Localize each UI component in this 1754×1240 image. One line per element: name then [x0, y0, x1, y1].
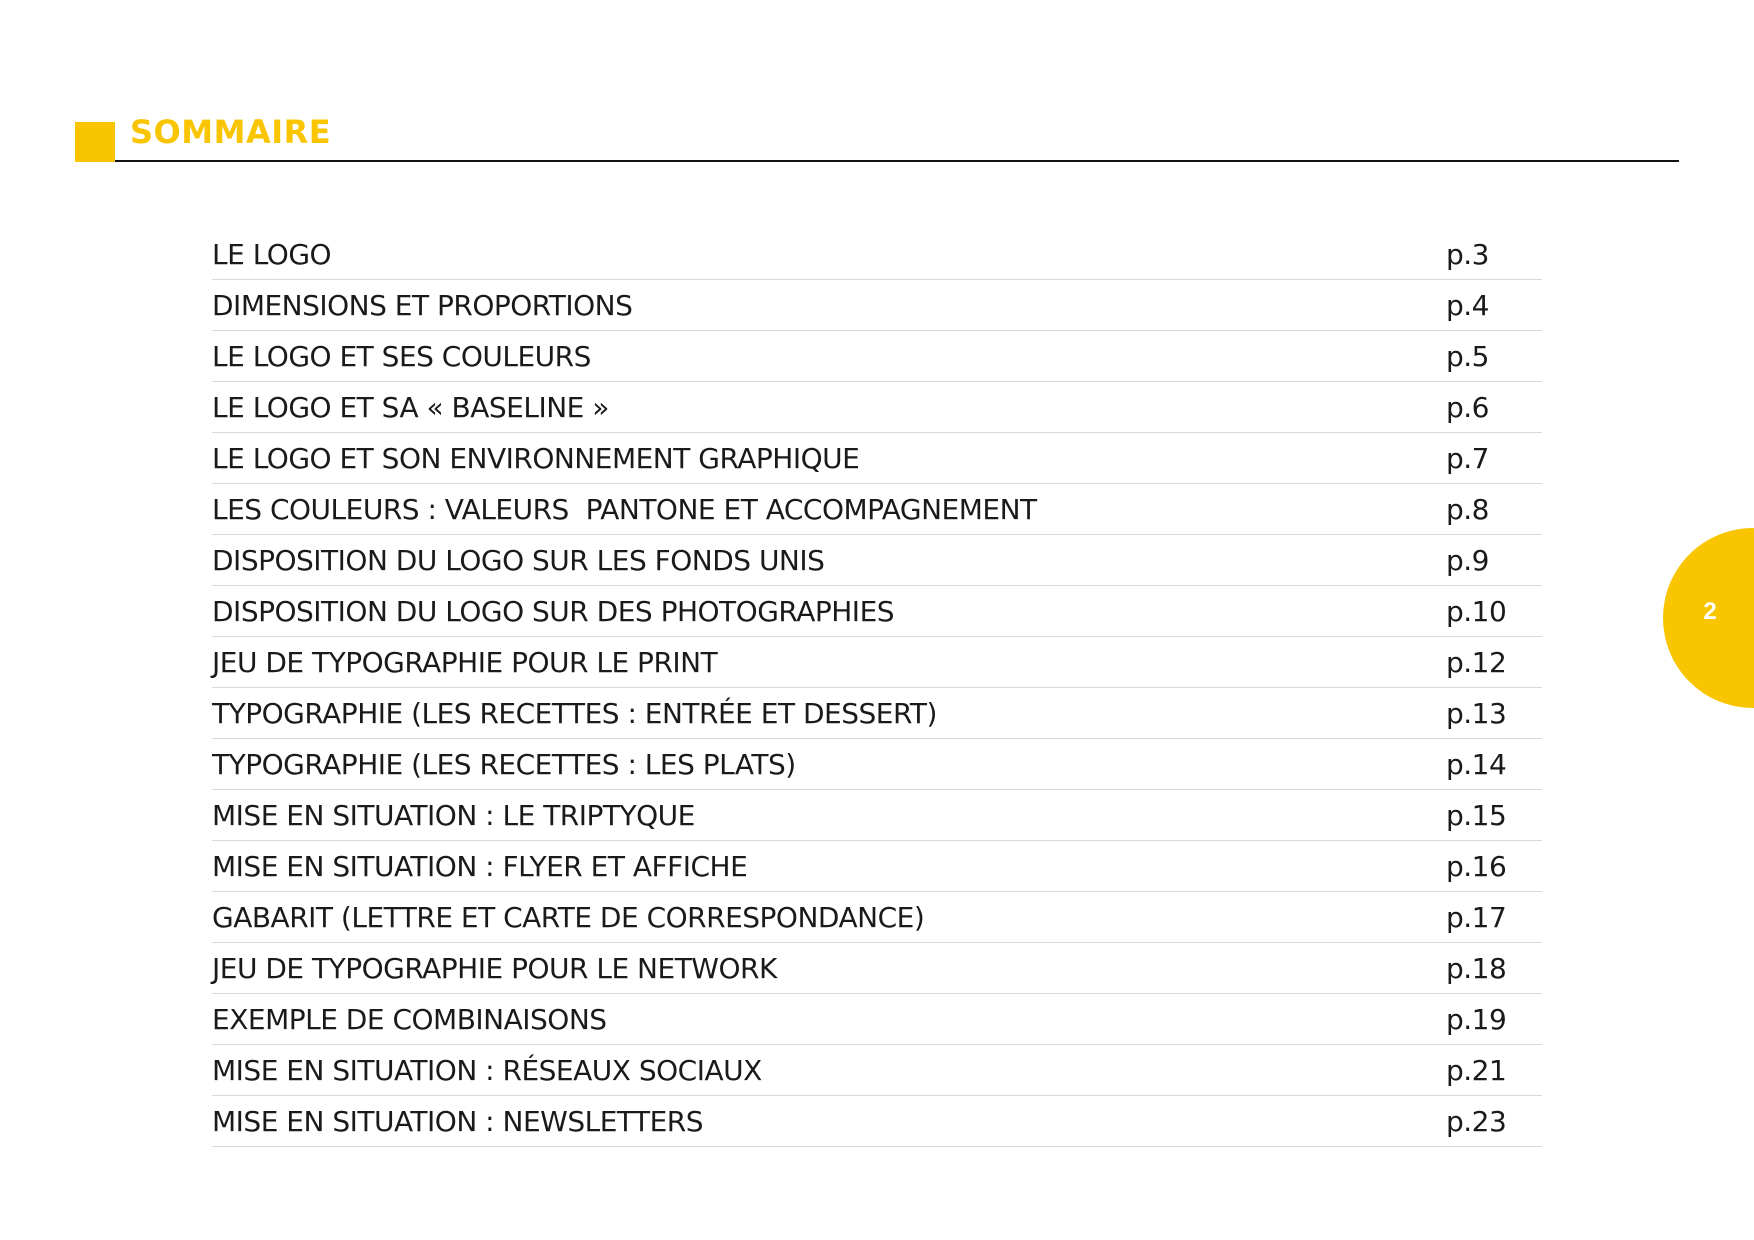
toc-entry-page: p.6 [1446, 391, 1489, 424]
toc-entry[interactable] [212, 944, 1542, 994]
toc-entry[interactable] [212, 332, 1542, 382]
toc-entry-label: MISE EN SITUATION : RÉSEAUX SOCIAUX [212, 1054, 762, 1087]
toc-entry-page: p.17 [1446, 901, 1507, 934]
page-title: SOMMAIRE [130, 113, 332, 151]
toc-entry[interactable] [212, 434, 1542, 484]
toc-entry-label: MISE EN SITUATION : LE TRIPTYQUE [212, 799, 695, 832]
toc-entry-page: p.12 [1446, 646, 1507, 679]
toc-entry-page: p.18 [1446, 952, 1507, 985]
toc-entry[interactable] [212, 485, 1542, 535]
toc-entry[interactable] [212, 638, 1542, 688]
toc-entry-label: DISPOSITION DU LOGO SUR DES PHOTOGRAPHIES [212, 595, 895, 628]
toc-entry-label: LES COULEURS : VALEURS PANTONE ET ACCOMPAGNEMENT [212, 493, 1037, 526]
toc-entry-label: JEU DE TYPOGRAPHIE POUR LE PRINT [212, 646, 718, 679]
toc-entry-label: MISE EN SITUATION : NEWSLETTERS [212, 1105, 704, 1138]
toc-entry-page: p.21 [1446, 1054, 1507, 1087]
toc-entry[interactable] [212, 842, 1542, 892]
toc-entry-page: p.3 [1446, 238, 1489, 271]
toc-entry-page: p.13 [1446, 697, 1507, 730]
toc-entry-page: p.5 [1446, 340, 1489, 373]
toc-entry-label: JEU DE TYPOGRAPHIE POUR LE NETWORK [212, 952, 777, 985]
toc-entry-page: p.4 [1446, 289, 1489, 322]
toc-entry-page: p.15 [1446, 799, 1507, 832]
toc-entry-page: p.10 [1446, 595, 1507, 628]
toc-entry-label: LE LOGO ET SON ENVIRONNEMENT GRAPHIQUE [212, 442, 860, 475]
toc-entry-label: TYPOGRAPHIE (LES RECETTES : LES PLATS) [212, 748, 796, 781]
toc-entry[interactable] [212, 791, 1542, 841]
toc-entry-page: p.9 [1446, 544, 1489, 577]
toc-entry-label: DIMENSIONS ET PROPORTIONS [212, 289, 633, 322]
toc-entry-page: p.7 [1446, 442, 1489, 475]
toc-entry-label: LE LOGO ET SA « BASELINE » [212, 391, 609, 424]
toc-entry-label: LE LOGO [212, 238, 332, 271]
toc-entry[interactable] [212, 893, 1542, 943]
toc-entry[interactable] [212, 1097, 1542, 1147]
toc-entry[interactable] [212, 230, 1542, 280]
toc-entry-page: p.16 [1446, 850, 1507, 883]
toc-entry-page: p.14 [1446, 748, 1507, 781]
toc-entry-label: EXEMPLE DE COMBINAISONS [212, 1003, 607, 1036]
header-accent-square [75, 122, 115, 162]
toc-entry[interactable] [212, 281, 1542, 331]
toc-entry[interactable] [212, 689, 1542, 739]
toc-entry-label: DISPOSITION DU LOGO SUR LES FONDS UNIS [212, 544, 825, 577]
toc-entry-page: p.19 [1446, 1003, 1507, 1036]
toc-entry[interactable] [212, 740, 1542, 790]
toc-entry-page: p.8 [1446, 493, 1489, 526]
toc-entry[interactable] [212, 1046, 1542, 1096]
toc-entry[interactable] [212, 536, 1542, 586]
toc-entry-label: TYPOGRAPHIE (LES RECETTES : ENTRÉE ET DESSERT) [212, 697, 937, 730]
toc-entry-label: MISE EN SITUATION : FLYER ET AFFICHE [212, 850, 748, 883]
table-of-contents [212, 230, 1542, 1148]
header-divider [115, 160, 1679, 162]
toc-entry[interactable] [212, 383, 1542, 433]
toc-entry-page: p.23 [1446, 1105, 1507, 1138]
toc-entry-label: LE LOGO ET SES COULEURS [212, 340, 591, 373]
toc-entry-label: GABARIT (LETTRE ET CARTE DE CORRESPONDANCE) [212, 901, 925, 934]
page-number: 2 [1703, 598, 1717, 625]
toc-entry[interactable] [212, 587, 1542, 637]
toc-entry[interactable] [212, 995, 1542, 1045]
